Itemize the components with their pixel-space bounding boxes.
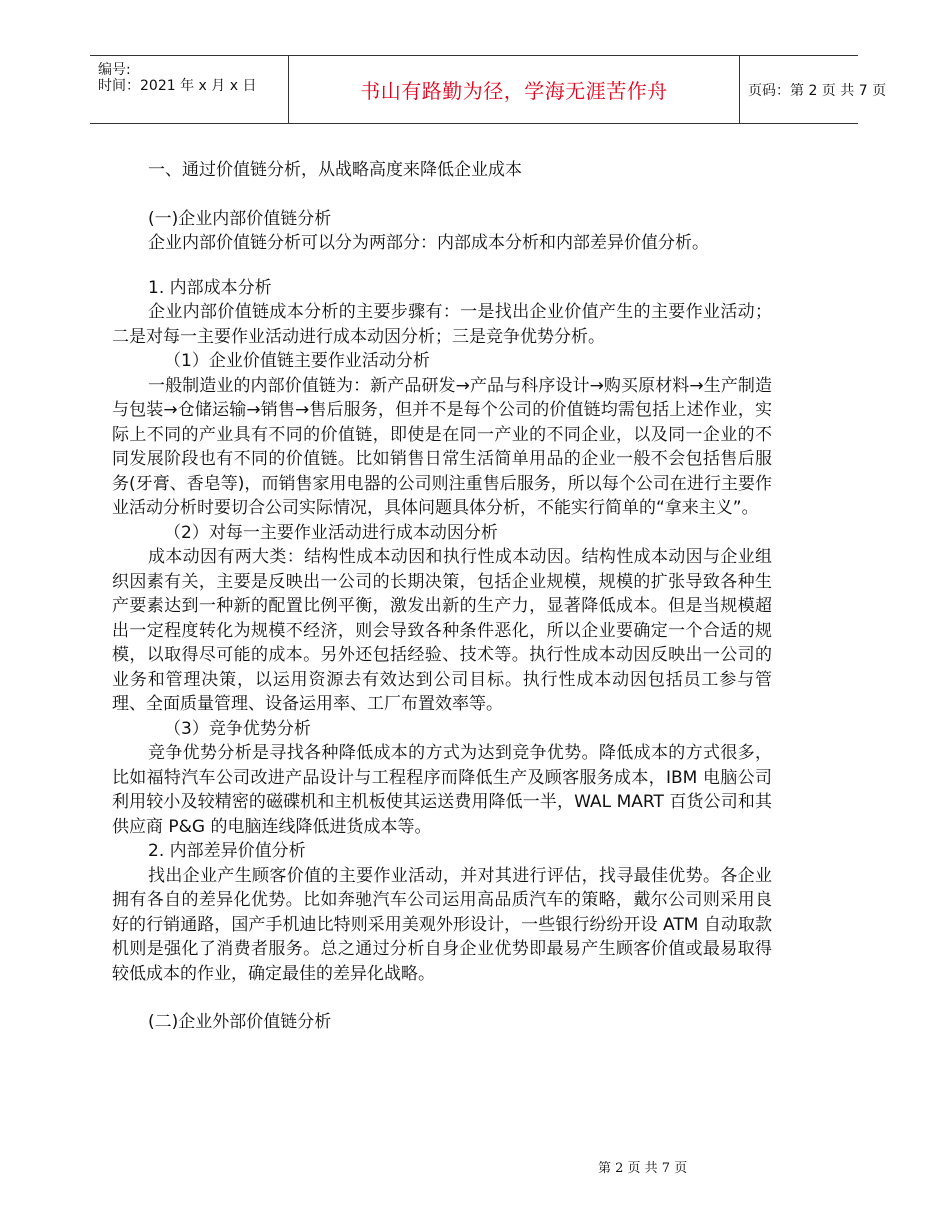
- paragraph-internal: 企业内部价值链分析可以分为两部分：内部成本分析和内部差异价值分析。: [148, 233, 709, 253]
- document-body: [112, 158, 772, 1035]
- document-time-label: 时间：2021 年 x 月 x 日: [98, 78, 257, 94]
- subsection-heading-external: (二)企业外部价值链分析: [148, 1012, 332, 1032]
- section-heading: 一、通过价值链分析，从战略高度来降低企业成本: [148, 160, 522, 180]
- heading-internal-cost: 1. 内部成本分析: [148, 277, 272, 298]
- paragraph-internal-difference: 找出企业产生顾客价值的主要作业活动，并对其进行评估，找寻最佳优势。各企业拥有各自的差异化优势。比如奔驰汽车公司运用高品质汽车的策略，戴尔公司则采用良好的行销通路，国产手机迪比特则采用美观外形设计，一些银行纷纷开设 ATM 自动取款机则是强化了消费者服务。总之通过分析自身企业优势即最易产生顾客价值或最易取得较低成本的作业，确定最佳的差异化战略。: [112, 865, 772, 984]
- paragraph-internal-cost: 企业内部价值链成本分析的主要步骤有：一是找出企业价值产生的主要作业活动；二是对每一主要作业活动进行成本动因分析；三是竞争优势分析。: [112, 302, 772, 347]
- paragraph-competitive-advantage: 竞争优势分析是寻找各种降低成本的方式为达到竞争优势。降低成本的方式很多，比如福特汽车公司改进产品设计与工程程序而降低生产及顾客服务成本，IBM 电脑公司利用较小及较精密的磁碟机和主机板使其运送费用降低一半，WAL MART 百货公司和其供应商 P&G 的电脑连线降低进货成本等。: [112, 743, 772, 837]
- header-page-cell: [740, 56, 887, 123]
- paragraph-cost-driver: 成本动因有两大类：结构性成本动因和执行性成本动因。结构性成本动因与企业组织因素有关，主要是反映出一公司的长期决策，包括企业规模，规模的扩张导致各种生产要素达到一种新的配置比例平衡，激发出新的生产力，显著降低成本。但是当规模超出一定程度转化为规模不经济，则会导致各种条件恶化，所以企业要确定一个合适的规模，以取得尽可能的成本。另外还包括经验、技术等。执行性成本动因反映出一公司的业务和管理决策，以运用资源去有效达到公司目标。执行性成本动因包括员工参与管理、全面质量管理、设备运用率、工厂布置效率等。: [112, 547, 772, 714]
- header-page-info: 页码：第 2 页 共 7 页: [748, 82, 887, 99]
- document-number-label: 编号:: [98, 62, 131, 78]
- page-footer: 第 2 页 共 7 页: [598, 1161, 688, 1176]
- paragraph-activity-analysis: 一般制造业的内部价值链为：新产品研发→产品与科序设计→购买原材料→生产制造与包装→仓储运输→销售→售后服务，但并不是每个公司的价值链均需包括上述作业，实际上不同的产业具有不同的价值链，即使是在同一产业的不同企业，以及同一企业的不同发展阶段也有不同的价值链。比如销售日常生活简单用品的企业一般不会包括售后服务(牙膏、香皂等)，而销售家用电器的公司则注重售后服务，所以每个公司在进行主要作业活动分析时要切合公司实际情况，具体问题具体分析，不能实行简单的“拿来主义”。: [112, 375, 772, 518]
- subsection-heading-internal: (一)企业内部价值链分析: [148, 208, 332, 229]
- heading-cost-driver: （2）对每一主要作业活动进行成本动因分析: [164, 522, 498, 543]
- page-header: [90, 55, 887, 124]
- header-meta: [90, 56, 288, 123]
- heading-competitive-advantage: （3）竞争优势分析: [164, 718, 311, 739]
- heading-activity-analysis: （1）企业价值链主要作业活动分析: [164, 351, 430, 371]
- header-motto-cell: [288, 56, 740, 123]
- heading-internal-difference: 2. 内部差异价值分析: [148, 841, 306, 861]
- motto-text: 书山有路勤为径，学海无涯苦作舟: [360, 79, 668, 103]
